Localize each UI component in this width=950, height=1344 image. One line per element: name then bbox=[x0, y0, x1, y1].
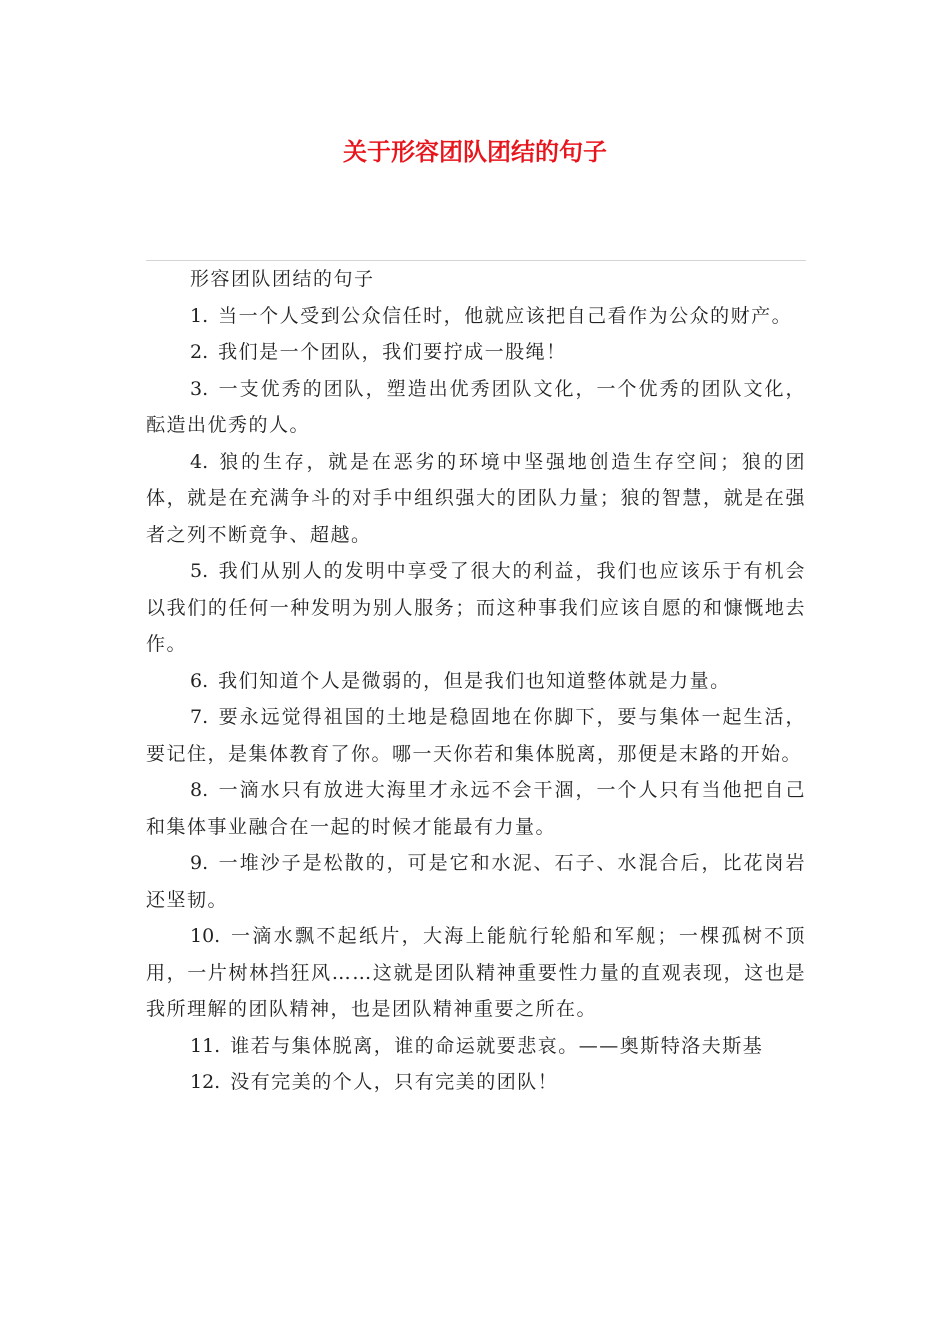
list-item bbox=[146, 845, 806, 918]
item-number: 12. bbox=[190, 1071, 221, 1093]
item-number: 9. bbox=[190, 852, 209, 874]
item-number: 11. bbox=[190, 1034, 221, 1057]
list-item bbox=[146, 334, 806, 371]
item-number: 4. bbox=[190, 450, 209, 473]
list-item bbox=[146, 371, 806, 444]
item-text: 一支优秀的团队，塑造出优秀团队文化，一个优秀的团队文化，酝造出优秀的人。 bbox=[146, 377, 806, 436]
item-text: 一滴水只有放进大海里才永远不会干涸，一个人只有当他把自己和集体事业融合在一起的时候才能最有力量。 bbox=[146, 779, 806, 838]
item-text: 我们从别人的发明中享受了很大的利益，我们也应该乐于有机会以我们的任何一种发明为别人服务；而这种事我们应该自愿的和慷慨地去作。 bbox=[146, 560, 806, 655]
document-body bbox=[146, 261, 806, 1101]
item-number: 10. bbox=[190, 925, 221, 947]
item-number: 7. bbox=[190, 706, 209, 728]
item-number: 6. bbox=[190, 669, 209, 692]
item-number: 1. bbox=[190, 304, 209, 327]
item-text: 没有完美的个人，只有完美的团队！ bbox=[230, 1071, 559, 1093]
list-item bbox=[146, 1028, 806, 1065]
item-text: 狼的生存，就是在恶劣的环境中坚强地创造生存空间；狼的团体，就是在充满争斗的对手中组织强大的团队力量；狼的智慧，就是在强者之列不断竟争、超越。 bbox=[146, 450, 806, 546]
list-item bbox=[146, 772, 806, 845]
list-item bbox=[146, 918, 806, 1028]
item-text: 一堆沙子是松散的，可是它和水泥、石子、水混合后，比花岗岩还坚韧。 bbox=[146, 852, 806, 911]
item-text: 一滴水飘不起纸片，大海上能航行轮船和军舰；一棵孤树不顶用，一片树林挡狂风……这就是团队精神重要性力量的直观表现，这也是我所理解的团队精神，也是团队精神重要之所在。 bbox=[146, 925, 806, 1020]
item-text: 要永远觉得祖国的土地是稳固地在你脚下，要与集体一起生活，要记住，是集体教育了你。哪一天你若和集体脱离，那便是末路的开始。 bbox=[146, 706, 806, 765]
list-item bbox=[146, 1064, 806, 1101]
item-number: 5. bbox=[190, 560, 209, 582]
section-subtitle: 形容团队团结的句子 bbox=[190, 268, 375, 290]
item-number: 2. bbox=[190, 341, 209, 363]
list-item bbox=[146, 663, 806, 700]
list-item bbox=[146, 553, 806, 663]
item-text: 谁若与集体脱离，谁的命运就要悲哀。——奥斯特洛夫斯基 bbox=[230, 1034, 764, 1057]
list-item bbox=[146, 298, 806, 335]
item-text: 我们知道个人是微弱的，但是我们也知道整体就是力量。 bbox=[218, 669, 731, 692]
document-title: 关于形容团队团结的句子 bbox=[343, 138, 607, 166]
item-text: 当一个人受到公众信任时，他就应该把自己看作为公众的财产。 bbox=[218, 304, 793, 327]
item-number: 3. bbox=[190, 377, 209, 400]
list-item bbox=[146, 699, 806, 772]
list-item bbox=[146, 444, 806, 554]
item-number: 8. bbox=[190, 779, 209, 801]
item-text: 我们是一个团队，我们要拧成一股绳！ bbox=[218, 341, 567, 363]
